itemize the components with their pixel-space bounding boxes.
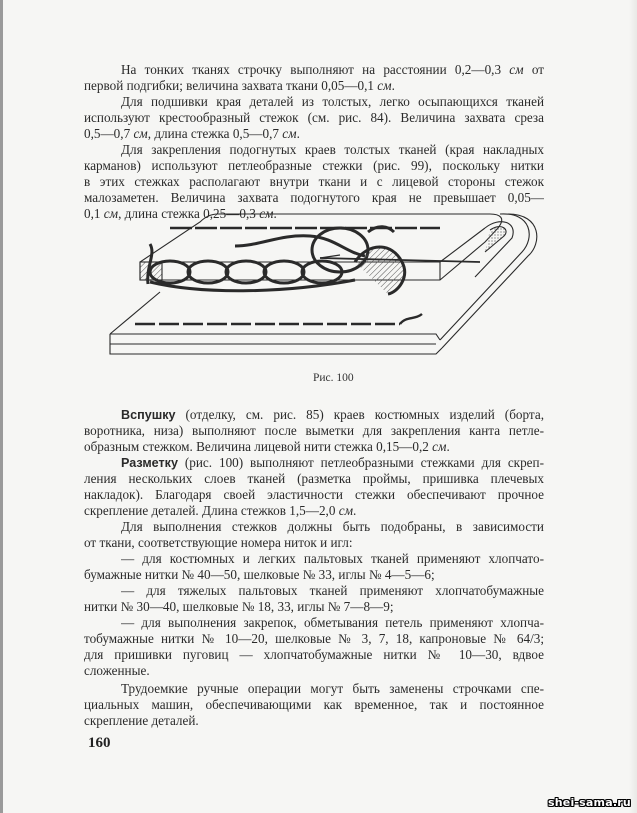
text-line: воротника, низа) выполняют после выметки для закрепления канта петле- [84,423,544,438]
scan-right-shade [629,0,637,813]
top-fabric-outline [140,214,502,280]
text-line: Вспушку (отделку, см. рис. 85) краев костюмных изделий (борта, [121,407,544,422]
text-line: для пришивки пуговиц — хлопчатобумажные нитки № 10—30, вдвое [84,647,544,662]
text-line: в этих стежках располагают внутри ткани и с лицевой стороны стежок [84,174,544,189]
text-line: нитки № 30—40, шелковые № 18, 33, иглы № 7—8—9; [84,599,394,614]
text-line: ления нескольких слоев тканей (разметка проймы, пришивка плечевых [84,471,544,486]
text-line: скрепление деталей. [84,713,199,728]
text-line: тобумажные нитки № 10—20, шелковые № 3, 7, 18, капроновые № 64/3; [84,631,544,646]
text-line: Для закрепления подогнутых краев толстых тканей (края накладных [121,142,544,157]
text-line: малозаметен. Величина захвата подогнутого края не превышает 0,05— [84,190,544,205]
text-line: — для костюмных и легких пальтовых тканей применяют хлопчато- [121,551,544,566]
page-number: 160 [88,735,111,751]
text-line: На тонких тканях строчку выполняют на расстоянии 0,2—0,3 см от [121,62,544,77]
text-line: 0,5—0,7 см, длина стежка 0,5—0,7 см. [84,126,300,141]
text-line: Для подшивки края деталей из толстых, легко осыпающихся тканей [121,94,544,109]
text-line: первой подгибки; величина захвата ткани 0,05—0,1 см. [84,78,395,93]
text-line: — для выполнения закрепок, обметывания петель применяют хлопча- [121,615,544,630]
text-line: Трудоемкие ручные операции могут быть заменены строчками спе- [121,681,544,696]
text-line: 0,1 см, длина стежка 0,25—0,3 см. [84,206,277,221]
figure-caption: Рис. 100 [313,372,354,384]
text-line: используют крестообразный стежок (см. рис. 84). Величина захвата среза [84,110,544,125]
text-line: скрепление деталей. Длина стежков 1,5—2,0 см. [84,503,357,518]
text-line: — для тяжелых пальтовых тканей применяют хлопчатобумажные [121,583,544,598]
scan-left-edge [0,0,3,813]
text-line: от ткани, соответствующие номера ниток и игл: [84,535,353,550]
text-line: Разметку (рис. 100) выполняют петлеобразными стежками для скреп- [121,455,544,470]
text-line: карманов) используют петлеобразные стежки (рис. 99), поскольку нитки [84,158,544,173]
text-line: циальных машин, обеспечивающими как временное, так и постоянное [84,697,544,712]
watermark: shei-sama.ru [548,796,631,809]
figure-100-illustration [140,222,555,357]
text-line: Для выполнения стежков должны быть подобраны, в зависимости [121,519,544,534]
text-line: сложенные. [84,663,150,678]
text-line: накладок). Благодаря своей эластичности стежки обеспечивают прочное [84,487,544,502]
text-line: образным стежком. Величина лицевой нити стежка 0,15—0,2 см. [84,439,450,454]
text-line: бумажные нитки № 40—50, шелковые № 33, иглы № 4—5—6; [84,567,435,582]
